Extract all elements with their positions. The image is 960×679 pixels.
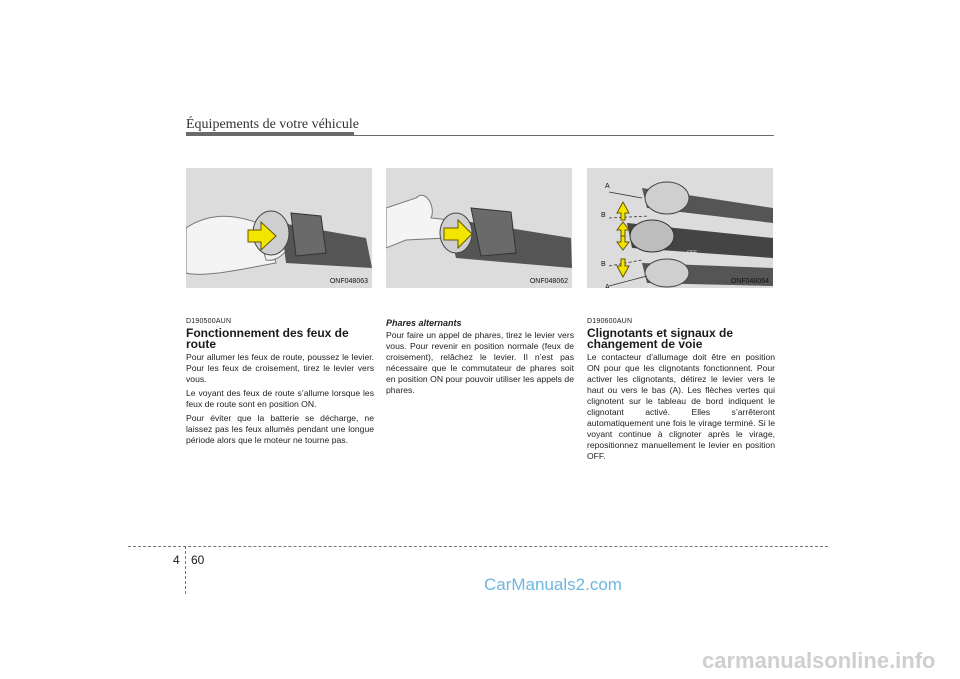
column-turn-signals: [587, 168, 775, 462]
turn-signal-illustration: [587, 168, 773, 288]
switch-off-label: OFF: [687, 250, 697, 256]
watermark-carmanualsonline[interactable]: carmanualsonline.info: [702, 648, 936, 673]
arrow-down: [617, 236, 629, 250]
label-b-top: B: [601, 212, 606, 219]
chapter-number: 4: [173, 553, 180, 567]
label-a-top: A: [605, 183, 610, 190]
section-code: D190600AUN: [587, 318, 633, 325]
illustration-caption: ONF048064: [730, 278, 769, 285]
page-number: 60: [191, 553, 205, 567]
arrow-down-diagonal: [617, 259, 629, 277]
paragraph: Pour éviter que la batterie se décharge, ne laissez pas les feux allumés pendant une longue période alors que le moteur ne tourne pas.: [186, 413, 374, 445]
watermark-carmanuals2[interactable]: CarManuals2.com: [484, 575, 622, 594]
paragraph: Le contacteur d’allumage doit être en position ON pour que les clignotants fonctionnent. Pour activer les clignotants, détirez le levier vers le haut ou vers le bas (A). Les flèches vertes qui clignotent sur le tableau de bord indiquent le clignotant activé. Elles s’arrêteront automatiquement une fois le virage terminé. Si le voyant continue à clignoter après le virage, repositionnez manuellement le levier en position OFF.: [587, 352, 775, 461]
paragraph: Pour allumer les feux de route, poussez le levier. Pour les feux de croisement, tirez le levier vers vous.: [186, 352, 374, 384]
section-subheading: Phares alternants: [386, 318, 462, 328]
header-rule: [186, 135, 774, 136]
illustration-caption: ONF048062: [529, 278, 568, 285]
paragraph: Pour faire un appel de phares, tirez le levier vers vous. Pour revenir en position normale (feux de croisement), relâchez le levier. Il n’est pas nécessaire que le commutateur de phares soit en position ON pour pouvoir utiliser les appels de phares.: [386, 330, 574, 395]
paragraph: Le voyant des feux de route s’allume lorsque les feux de route sont en position ON.: [186, 388, 374, 409]
footer-vline: [185, 546, 186, 594]
label-b-bottom: B: [601, 261, 606, 268]
header-title: Équipements de votre véhicule: [186, 117, 359, 132]
column-flashing: [386, 168, 574, 396]
section-code: D190500AUN: [186, 318, 232, 325]
section-heading: Clignotants et signaux de changement de voie: [587, 326, 734, 351]
column-high-beam: [186, 168, 374, 446]
illustration-caption: ONF048063: [329, 278, 368, 285]
label-a-bottom: A: [605, 284, 610, 288]
footer-rule: [128, 546, 828, 547]
flashing-illustration: [386, 168, 572, 288]
section-heading: Fonctionnement des feux de route: [186, 326, 349, 351]
arrow-up: [617, 222, 629, 236]
arrow-up-diagonal: [617, 202, 629, 220]
high-beam-illustration: [186, 168, 372, 288]
